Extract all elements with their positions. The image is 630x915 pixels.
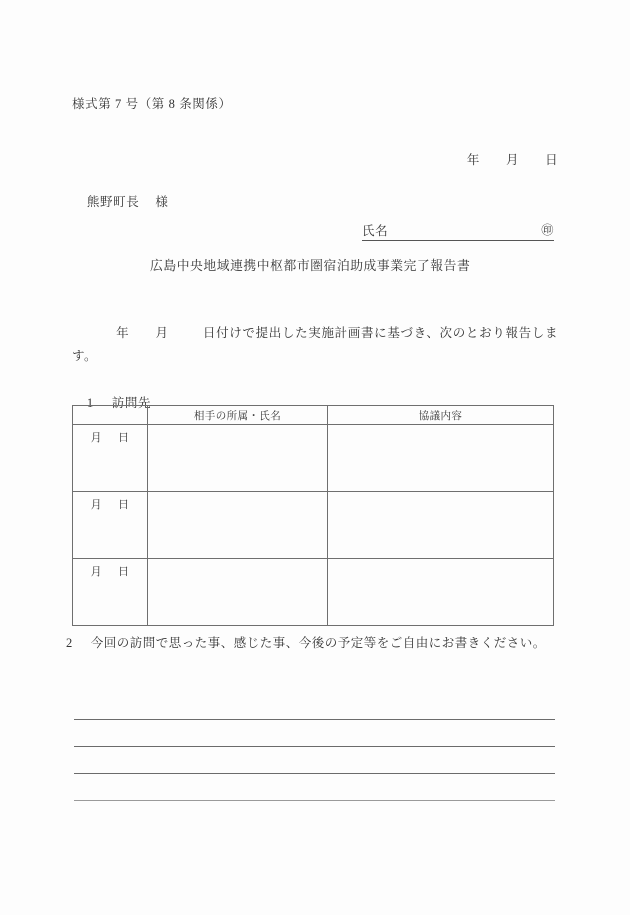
- table-cell-affiliation[interactable]: [148, 559, 328, 626]
- table-cell-content[interactable]: [328, 559, 554, 626]
- table-cell-date[interactable]: [73, 425, 148, 492]
- seal-icon: ㊞: [541, 223, 554, 237]
- table-row: [73, 492, 554, 559]
- section-1-label: 訪問先: [111, 395, 152, 410]
- body-year-label: 年: [116, 326, 130, 340]
- table-header-row: [73, 406, 554, 425]
- addressee-line: [72, 183, 168, 221]
- table-cell-affiliation[interactable]: [148, 492, 328, 559]
- visit-table: [72, 405, 554, 626]
- row-month-label: 月: [90, 432, 102, 444]
- row-day-label: 日: [118, 432, 130, 444]
- date-month-label: 月: [506, 152, 520, 167]
- table-cell-date[interactable]: [73, 559, 148, 626]
- date-year-label: 年: [466, 152, 481, 167]
- body-paragraph: [72, 322, 558, 368]
- date-day-label: 日: [545, 152, 559, 167]
- table-header-affiliation: 相手の所属・氏名: [148, 406, 328, 425]
- table-cell-content[interactable]: [328, 492, 554, 559]
- write-line[interactable]: [74, 693, 555, 720]
- table-header-content: 協議内容: [328, 406, 554, 425]
- name-field-row[interactable]: [362, 220, 554, 241]
- row-month-label: 月: [90, 566, 102, 578]
- table-cell-affiliation[interactable]: [148, 425, 328, 492]
- body-text: 日付けで提出した実施計画書に基づき、次のとおり報告します。: [72, 326, 558, 364]
- free-writing-area: [74, 693, 555, 801]
- row-month-label: 月: [90, 499, 102, 511]
- table-row: [73, 425, 554, 492]
- write-line[interactable]: [74, 747, 555, 774]
- addressee-name: 熊野町長: [86, 194, 140, 209]
- body-month-label: 月: [155, 326, 169, 340]
- section-2-number: 2: [66, 636, 73, 650]
- section-1-number: 1: [86, 395, 94, 410]
- date-line: [452, 141, 558, 179]
- name-field-label: 氏名: [362, 224, 389, 238]
- row-day-label: 日: [118, 566, 130, 578]
- page-title: 広島中央地域連携中枢都市圏宿泊助成事業完了報告書: [150, 259, 471, 273]
- table-cell-date[interactable]: [73, 492, 148, 559]
- addressee-honorific: 様: [155, 194, 169, 209]
- table-row: [73, 559, 554, 626]
- row-day-label: 日: [118, 499, 130, 511]
- write-line[interactable]: [74, 720, 555, 747]
- form-number: 様式第 7 号（第 8 条関係）: [72, 97, 232, 111]
- write-line[interactable]: [74, 774, 555, 801]
- table-header-date: [73, 406, 148, 425]
- section-2-label: 今回の訪問で思った事、感じた事、今後の予定等をご自由にお書きください。: [90, 636, 546, 650]
- table-cell-content[interactable]: [328, 425, 554, 492]
- section-2-heading: [66, 632, 562, 655]
